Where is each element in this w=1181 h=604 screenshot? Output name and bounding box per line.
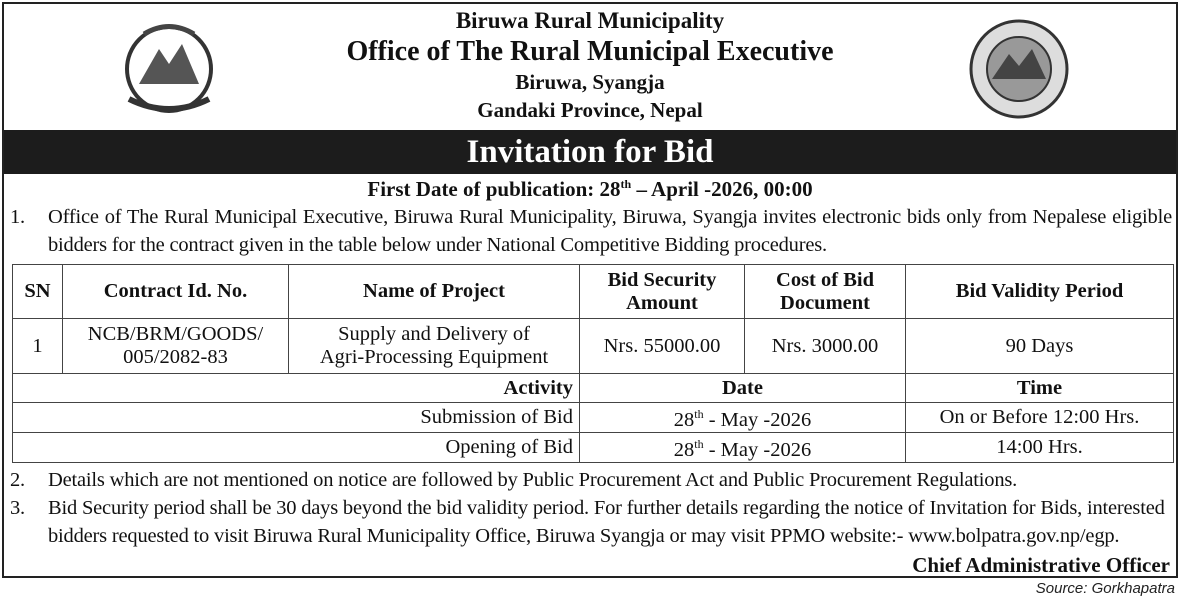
address-line: Biruwa, Syangja [515,70,665,94]
time-cell: 14:00 Hrs. [906,433,1174,463]
invitation-banner: Invitation for Bid [4,130,1176,174]
notice-header [4,4,1176,130]
table-row [13,319,1174,374]
col-validity: Bid Validity Period [906,265,1174,319]
schedule-row-opening [13,433,1174,463]
bid-table [12,264,1174,463]
col-bid-security: Bid Security Amount [580,265,745,319]
col-contract-id: Contract Id. No. [63,265,289,319]
date-cell: 28th - May -2026 [580,433,906,463]
province-line: Gandaki Province, Nepal [477,98,703,122]
clause-2: 2. Details which are not mentioned on notice are followed by Public Procurement Act and Public Procurement Regulations. [10,469,1018,491]
table-header-row [13,265,1174,319]
municipality-seal-icon [964,14,1074,124]
col-sn: SN [13,265,63,319]
clause-1: 1. Office of The Rural Municipal Executive, Biruwa Rural Municipality, Biruwa, Syangja invites electronic bids only from Nepalese eligible bidders for the contract given in the table below under National Competitive Bidding procedures. [10,206,1172,256]
cell-contract-id: NCB/BRM/GOODS/ 005/2082-83 [63,319,289,374]
activity-cell: Opening of Bid [13,433,580,463]
col-date: Date [580,374,906,403]
cell-sn: 1 [13,319,63,374]
signature: Chief Administrative Officer [912,553,1170,577]
municipality-name: Biruwa Rural Municipality [455,8,725,33]
cell-cost: Nrs. 3000.00 [745,319,906,374]
schedule-row-submission [13,403,1174,433]
col-activity: Activity [13,374,580,403]
col-time: Time [906,374,1174,403]
time-cell: On or Before 12:00 Hrs. [906,403,1174,433]
cell-validity: 90 Days [906,319,1174,374]
date-cell: 28th - May -2026 [580,403,906,433]
clause-3: 3. Bid Security period shall be 30 days beyond the bid validity period. For further details regarding the notice of Invitation for Bids, interested bidders requested to visit Biruwa Rural Municipality Office, Biruwa Syangja or may visit PPMO website:- www.bolpatra.gov.np/egp. [10,497,1165,547]
source-credit: Source: Gorkhapatra [1035,580,1175,597]
schedule-header-row [13,374,1174,403]
col-cost: Cost of Bid Document [745,265,906,319]
cell-project: Supply and Delivery of Agri-Processing Equipment [289,319,580,374]
activity-cell: Submission of Bid [13,403,580,433]
publication-date: First Date of publication: 28th – April -2026, 00:00 [367,177,813,201]
notice-frame [2,2,1178,578]
cell-security: Nrs. 55000.00 [580,319,745,374]
col-project: Name of Project [289,265,580,319]
office-name: Office of The Rural Municipal Executive [346,36,834,67]
